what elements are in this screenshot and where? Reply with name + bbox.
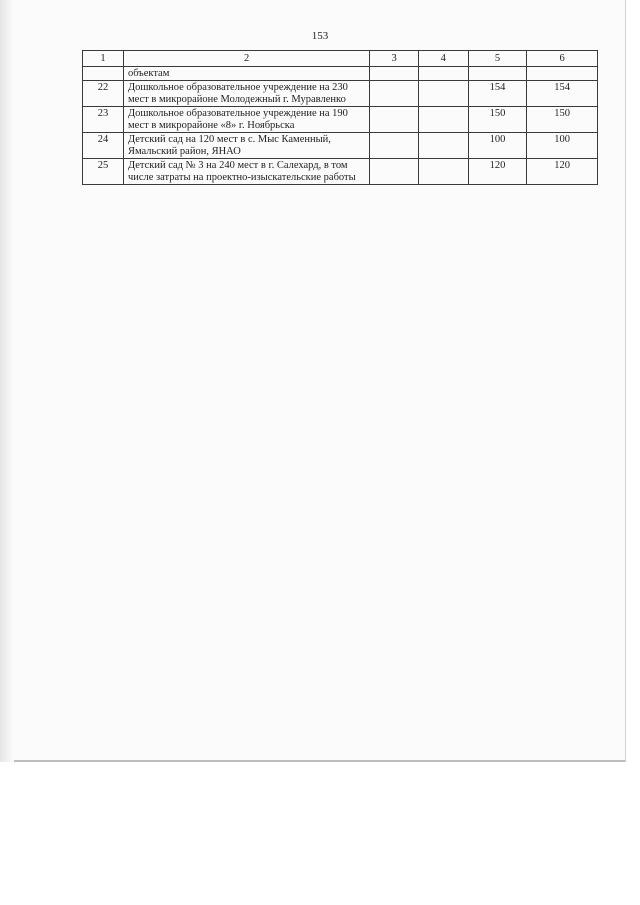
row-col-5: 100: [468, 133, 527, 159]
row-col-3: [370, 66, 419, 81]
row-name: Дошкольное образовательное учреждение на 190 мест в микрорайоне «8» г. Ноябрьска: [123, 107, 369, 133]
row-col-3: [370, 159, 419, 185]
row-col-3: [370, 133, 419, 159]
row-col-4: [419, 66, 469, 81]
header-cell-2: 2: [123, 51, 369, 67]
row-col-4: [419, 133, 469, 159]
row-name: Детский сад № 3 на 240 мест в г. Салехард, в том числе затраты на проектно-изыскательские работы: [123, 159, 369, 185]
table-header-row: [83, 51, 598, 67]
row-col-6: 100: [527, 133, 598, 159]
row-col-6: 120: [527, 159, 598, 185]
row-name: объектам: [123, 66, 369, 81]
table-row: [83, 133, 598, 159]
row-number: 24: [83, 133, 124, 159]
row-col-6: 154: [527, 81, 598, 107]
scan-shadow: [0, 0, 14, 762]
row-number: 23: [83, 107, 124, 133]
row-col-6: 150: [527, 107, 598, 133]
row-number: 22: [83, 81, 124, 107]
row-col-5: 120: [468, 159, 527, 185]
row-name: Дошкольное образовательное учреждение на 230 мест в микрорайоне Молодежный г. Муравленко: [123, 81, 369, 107]
table-row: [83, 159, 598, 185]
row-col-5: 150: [468, 107, 527, 133]
row-number: 25: [83, 159, 124, 185]
header-cell-6: 6: [527, 51, 598, 67]
header-cell-3: 3: [370, 51, 419, 67]
row-number: [83, 66, 124, 81]
row-col-4: [419, 81, 469, 107]
page-number: 153: [311, 30, 329, 42]
row-col-5: 154: [468, 81, 527, 107]
table-row: [83, 66, 598, 81]
row-col-4: [419, 107, 469, 133]
table-row: [83, 81, 598, 107]
row-col-4: [419, 159, 469, 185]
header-cell-5: 5: [468, 51, 527, 67]
data-table: [82, 50, 598, 185]
row-col-3: [370, 81, 419, 107]
table-row: [83, 107, 598, 133]
header-cell-1: 1: [83, 51, 124, 67]
header-cell-4: 4: [419, 51, 469, 67]
row-name: Детский сад на 120 мест в с. Мыс Каменный, Ямальский район, ЯНАО: [123, 133, 369, 159]
row-col-5: [468, 66, 527, 81]
row-col-6: [527, 66, 598, 81]
row-col-3: [370, 107, 419, 133]
